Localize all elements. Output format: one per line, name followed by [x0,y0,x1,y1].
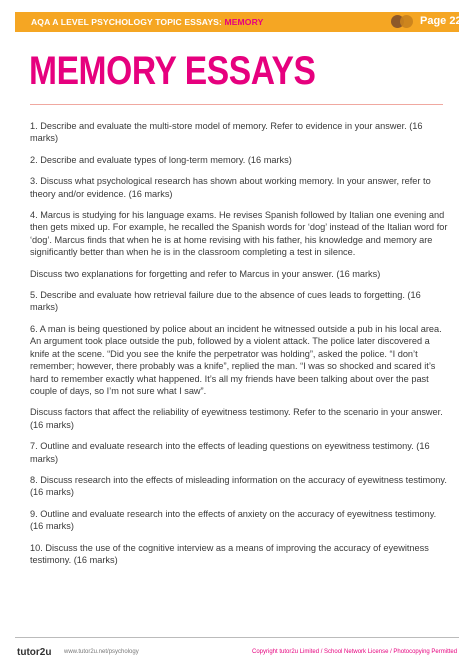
page-number: Page 22 [420,15,462,27]
question-item: Discuss two explanations for forgetting and refer to Marcus in your answer. (16 marks) [30,268,381,279]
decorative-circles-icon [383,13,419,31]
footer-copyright: Copyright tutor2u Limited / School Network License / Photocopying Permitted [252,649,458,655]
question-item: 1. Describe and evaluate the multi-store model of memory. Refer to evidence in your answer. (16 marks) [30,121,423,144]
header-title [15,17,263,27]
footer-logo: tutor2u [17,647,52,658]
question-item: 7. Outline and evaluate research into the effects of leading questions on eyewitness testimony. (16 marks) [30,441,430,464]
question-item: 8. Discuss research into the effects of misleading information on the accuracy of eyewitness testimony. (16 marks) [30,474,447,498]
question-item: 2. Describe and evaluate types of long-term memory. (16 marks) [30,154,292,165]
question-item: 4. Marcus is studying for his language exams. He revises Spanish followed by Italian one evening and then gets mixed up. For example, he recalled the Spanish words for ‘dog’ instead of the Italian word for ‘dog’. Marcus finds that when he is at home revising with his father, his knowledge and memory are significantly better than when he is in the classroom completing a test in silence. [30,210,448,258]
page-title: MEMORY ESSAYS [29,49,316,93]
circle-icon [400,15,413,28]
header-title-prefix: AQA A LEVEL PSYCHOLOGY TOPIC ESSAYS: [31,17,225,27]
question-item: 6. A man is being questioned by police about an incident he witnessed outside a pub in his local area. An argument took place outside the pub, followed by a violent attack. The police later discovered a knife at the scene. “Did you see the knife the perpetrator was holding”, asked the police. “I don’t remember; however, there probably was a knife”, replied the man. “I was so shocked and scared it’s hard to remember exactly what happened. It’s all my friends have been talking about over the past couple of days, so I’m not sure what I saw”. [30,323,442,396]
title-divider [30,104,443,105]
question-item: 3. Discuss what psychological research has shown about working memory. In your answer, refer to theory and/or evidence. (16 marks) [30,176,431,199]
question-list [30,120,450,575]
footer-divider [15,637,459,638]
question-item: 9. Outline and evaluate research into the effects of anxiety on the accuracy of eyewitness testimony. (16 marks) [30,508,437,532]
header-bar [15,12,462,32]
footer-url[interactable]: www.tutor2u.net/psychology [64,649,139,655]
question-item: Discuss factors that affect the reliability of eyewitness testimony. Refer to the scenario in your answer. (16 marks) [30,407,443,430]
question-item: 5. Describe and evaluate how retrieval failure due to the absence of cues leads to forgetting. (16 marks) [30,290,421,313]
header-topic: MEMORY [224,17,264,27]
question-item: 10. Discuss the use of the cognitive interview as a means of improving the accuracy of eyewitness testimony. (16 marks) [30,542,429,565]
